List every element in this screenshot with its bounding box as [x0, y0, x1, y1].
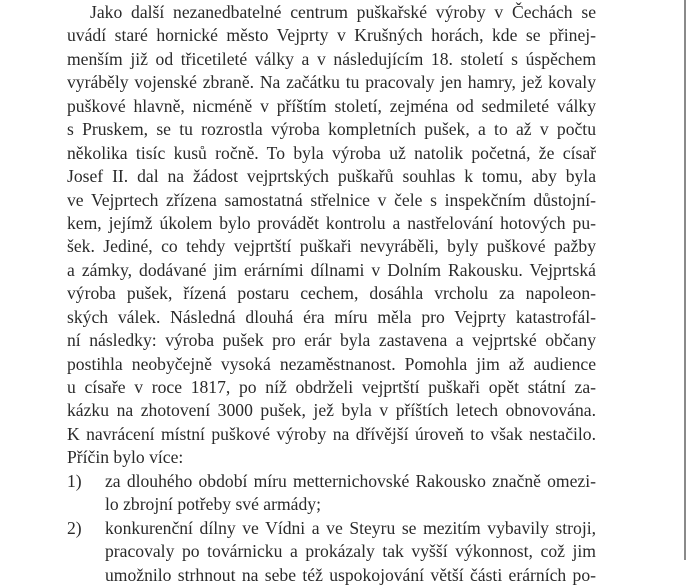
- text-line: s Pruskem, se tu rozrostla výroba kompletních pušek, a to až v počtu: [67, 119, 596, 140]
- document-page: [67, 1, 596, 587]
- text-line: za dlouhého období míru metternichovské Rakousko značně omezi-: [105, 470, 596, 491]
- text-line: ských válek. Následná dlouhá éra míru měla pro Vejprty katastrofál-: [67, 306, 596, 327]
- text-line: šek. Jediné, co tehdy vejprtští puškaři nevyráběli, byly puškové pažby: [67, 236, 596, 257]
- text-line: pracovaly po továrnicku a prokázaly tak vyšší výkonnost, což jim: [105, 541, 596, 562]
- text-line: a zámky, dodávané jim erárními dílnami v Dolním Rakousku. Vejprtská: [67, 259, 596, 280]
- page-edge-line: [684, 0, 686, 560]
- text-line: konkurenční dílny ve Vídni a ve Steyru se mezitím vybavily stroji,: [105, 517, 596, 538]
- text-line: kázku na zhotovení 3000 pušek, jež byla v příštích letech obnovována.: [67, 400, 596, 421]
- text-line: umožnilo strhnout na sebe též uspokojování větší části erárních po-: [105, 564, 596, 585]
- list-item: [67, 517, 596, 587]
- text-line: několika tisíc kusů ročně. To byla výroba už natolik početná, že císař: [67, 142, 596, 163]
- text-line: K navrácení místní puškové výroby na dřívější úroveň to však nestačilo.: [67, 423, 596, 444]
- text-line: výroba pušek, řízená postaru cechem, dosáhla vrcholu za napoleon-: [67, 283, 596, 304]
- text-line: lo zbrojní potřeby své armády;: [105, 494, 321, 515]
- paragraph: [67, 1, 596, 470]
- text-line: ve Vejprtech zřízena samostatná střelnice v čele s inspekčním důstojní-: [67, 189, 596, 210]
- text-line: Jako další nezanedbatelné centrum puškařské výroby v Čechách se: [90, 2, 596, 22]
- text-line: menším již od třicetileté války a v následujícím 18. století s úspěchem: [67, 48, 596, 69]
- text-line: vyráběly vojenské zbraně. Na začátku tu pracovaly jen hamry, jež kovaly: [67, 72, 596, 93]
- text-line: Josef II. dal na žádost vejprtských puškařů souhlas k tomu, aby byla: [67, 166, 596, 187]
- list-number: 1): [67, 470, 82, 491]
- text-line: Příčin bylo více:: [67, 447, 184, 468]
- text-line: postihla neobyčejně vysoká nezaměstnanost. Pomohla jim až audience: [67, 353, 596, 374]
- text-line: u císaře v roce 1817, po níž obdrželi vejprtští puškaři opět státní za-: [67, 377, 596, 397]
- text-line: ní následky: výroba pušek pro erár byla zastavena a vejprtské občany: [67, 330, 596, 351]
- text-line: puškové hlavně, nicméně v příštím století, zejména od sedmileté války: [67, 95, 596, 116]
- list-item: [67, 470, 596, 517]
- numbered-list: [67, 470, 596, 587]
- text-line: uvádí staré hornické město Vejprty v Krušných horách, kde se přinej-: [67, 25, 596, 46]
- text-line: kem, jejímž úkolem bylo provádět kontrolu a nastřelování hotových pu-: [67, 212, 596, 233]
- list-number: 2): [67, 517, 82, 538]
